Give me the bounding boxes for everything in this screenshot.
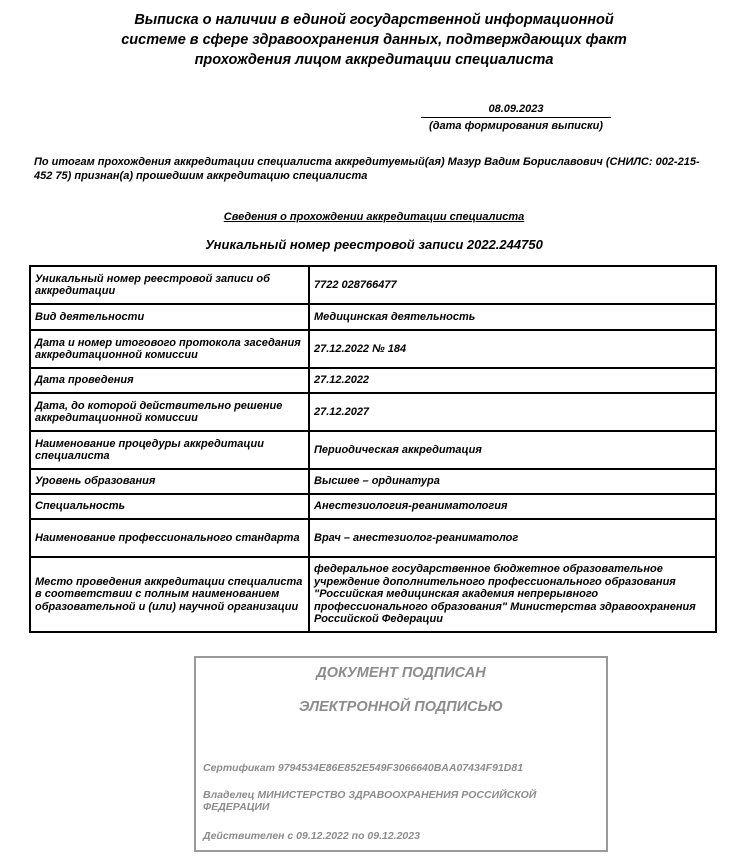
row-label: Дата и номер итогового протокола заседания аккредитационной комиссии (30, 330, 309, 368)
title-line: Выписка о наличии в единой государственной информационной (134, 12, 614, 28)
row-label: Уникальный номер реестровой записи об аккредитации (30, 266, 309, 304)
row-value: Высшее – ординатура (309, 469, 716, 494)
accreditation-result-text: По итогам прохождения аккредитации специалиста аккредитуемый(ая) Мазур Вадим Бориславович (СНИЛС: 002-215-452 75) признан(а) прошедшим аккредитацию специалиста (34, 156, 700, 182)
row-value: 7722 028766477 (309, 266, 716, 304)
formation-date-block (421, 103, 611, 133)
title-line: системе в сфере здравоохранения данных, подтверждающих факт (121, 32, 627, 48)
row-label: Специальность (30, 494, 309, 519)
stamp-validity: Действителен с 09.12.2022 по 09.12.2023 (203, 830, 420, 842)
row-value: Врач – анестезиолог-реаниматолог (309, 519, 716, 557)
row-value: 27.12.2022 (309, 368, 716, 393)
row-value: Анестезиология-реаниматология (309, 494, 716, 519)
table-row (30, 494, 716, 519)
row-value: 27.12.2022 № 184 (309, 330, 716, 368)
row-value: Медицинская деятельность (309, 304, 716, 330)
table-row (30, 519, 716, 557)
document-title (60, 10, 688, 70)
row-label: Уровень образования (30, 469, 309, 494)
formation-date-caption: (дата формирования выписки) (429, 120, 603, 132)
row-label: Наименование процедуры аккредитации специалиста (30, 431, 309, 469)
stamp-owner: Владелец МИНИСТЕРСТВО ЗДРАВООХРАНЕНИЯ РОССИЙСКОЙ ФЕДЕРАЦИИ (203, 789, 537, 813)
accreditation-info-table (29, 265, 717, 633)
table-row (30, 469, 716, 494)
row-label: Наименование профессионального стандарта (30, 519, 309, 557)
stamp-certificate: Сертификат 9794534E86E852E549F3066640BAA07434F91D81 (203, 762, 524, 774)
row-label: Место проведения аккредитации специалиста в соответствии с полным наименованием образовательной и (или) научной организации (30, 557, 309, 632)
row-value: 27.12.2027 (309, 393, 716, 431)
row-label: Дата проведения (30, 368, 309, 393)
stamp-title-line1: ДОКУМЕНТ ПОДПИСАН (316, 665, 486, 681)
electronic-signature-stamp (194, 656, 608, 852)
title-line: прохождения лицом аккредитации специалиста (194, 52, 554, 68)
table-row (30, 304, 716, 330)
section-heading: Сведения о прохождении аккредитации специалиста (223, 211, 525, 223)
row-value: Периодическая аккредитация (309, 431, 716, 469)
table-row (30, 431, 716, 469)
formation-date: 08.09.2023 (421, 103, 611, 118)
table-row (30, 557, 716, 632)
table-row (30, 330, 716, 368)
row-label: Вид деятельности (30, 304, 309, 330)
row-value: федеральное государственное бюджетное образовательное учреждение дополнительного профессионального образования "Российская медицинская академия непрерывного профессионального образования" Министерства здравоохранения Российской Федерации (309, 557, 716, 632)
stamp-title-line2: ЭЛЕКТРОННОЙ ПОДПИСЬЮ (299, 699, 503, 715)
table-row (30, 393, 716, 431)
table-row (30, 266, 716, 304)
table-row (30, 368, 716, 393)
row-label: Дата, до которой действительно решение аккредитационной комиссии (30, 393, 309, 431)
registry-number-heading: Уникальный номер реестровой записи 2022.244750 (205, 237, 543, 252)
